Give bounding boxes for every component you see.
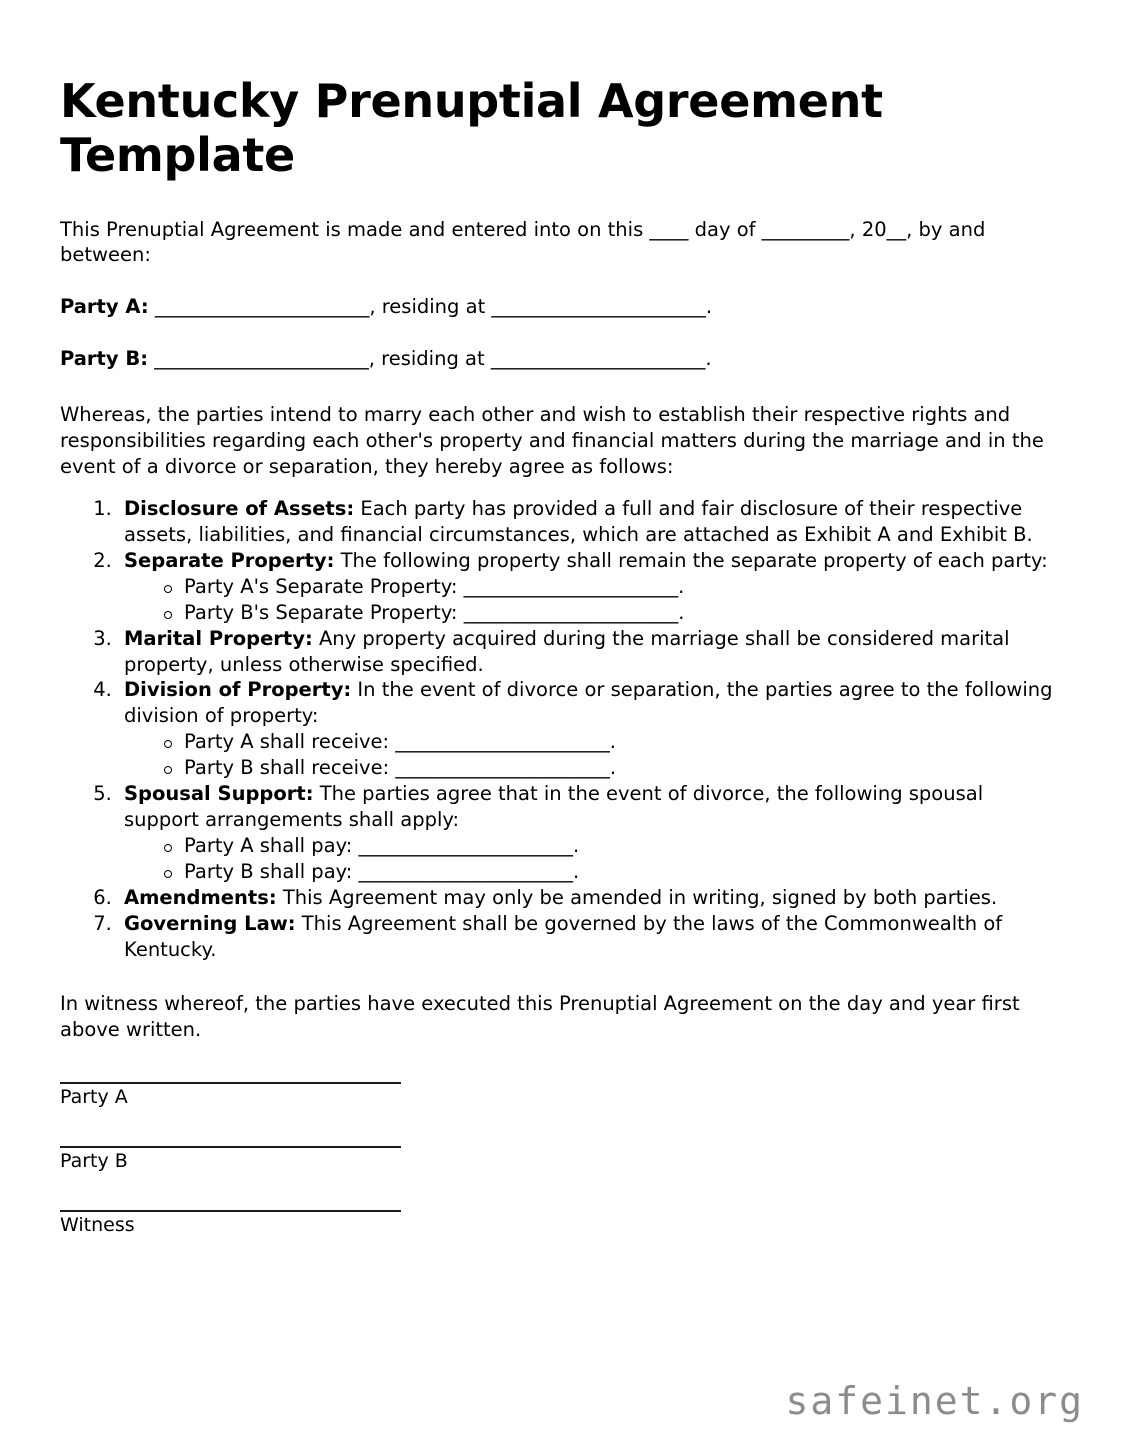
- signature-line[interactable]: [60, 1082, 401, 1084]
- site-watermark: safeinet.org: [785, 1379, 1084, 1423]
- clause-body: [124, 549, 1048, 572]
- clause-text: The parties agree that in the event of divorce, the following spousal support arrangements shall apply:: [124, 782, 984, 832]
- signature-label: Party B: [60, 1150, 128, 1173]
- clause-item: [118, 496, 1062, 548]
- clause-label: Governing Law:: [124, 911, 296, 935]
- clause-subitem-list: [124, 729, 1062, 781]
- signature-label: Witness: [60, 1213, 135, 1236]
- clause-text: Each party has provided a full and fair disclosure of their respective assets, liabilities, and financial circumstances, which are attached as Exhibit A and Exhibit B.: [124, 496, 1033, 546]
- clause-label: Amendments:: [124, 885, 277, 909]
- clause-label: Division of Property:: [124, 678, 352, 702]
- party-a-blanks: ______________________, residing at ______________________.: [148, 295, 713, 319]
- intro-paragraph: This Prenuptial Agreement is made and entered into on this ____ day of _________, 20__, by and between:: [60, 217, 986, 267]
- clause-subitem: Party B shall pay: ______________________.: [162, 859, 1062, 885]
- clause-item: [118, 781, 1062, 885]
- party-a-label: Party A:: [60, 295, 149, 319]
- clause-text: This Agreement may only be amended in writing, signed by both parties.: [276, 885, 998, 909]
- clause-item: [118, 626, 1062, 678]
- clause-label: Disclosure of Assets:: [124, 496, 355, 520]
- clause-subitem: Party A shall receive: ______________________.: [162, 729, 1062, 755]
- clause-body: [124, 678, 1053, 727]
- signature-group: [60, 1146, 1062, 1174]
- whereas-paragraph: Whereas, the parties intend to marry each other and wish to establish their respective rights and responsibilities regarding each other's property and financial matters during the marriage and in the event of a divorce or separation, they hereby agree as follows:: [60, 403, 1044, 479]
- clause-subitem-list: [124, 833, 1062, 885]
- clause-item: [118, 885, 1062, 911]
- clause-subitem: Party B shall receive: ______________________.: [162, 755, 1062, 781]
- clause-label: Spousal Support:: [124, 782, 314, 806]
- clause-text: The following property shall remain the separate property of each party:: [334, 548, 1048, 572]
- signature-block: [60, 1082, 1062, 1237]
- clause-text: This Agreement shall be governed by the laws of the Commonwealth of Kentucky.: [124, 911, 1003, 961]
- clause-body: [124, 497, 1033, 546]
- clause-body: [124, 912, 1002, 961]
- clause-subitem: Party A's Separate Property: ______________________.: [162, 574, 1062, 600]
- clause-subitem-list: [124, 574, 1062, 626]
- clause-body: [124, 886, 997, 909]
- clause-label: Separate Property:: [124, 548, 335, 572]
- clause-item: [118, 548, 1062, 626]
- signature-group: [60, 1082, 1062, 1110]
- clause-subitem: Party A shall pay: ______________________.: [162, 833, 1062, 859]
- party-b-line: [60, 346, 1062, 372]
- clause-label: Marital Property:: [124, 626, 313, 650]
- party-b-label: Party B:: [60, 347, 149, 371]
- signature-line[interactable]: [60, 1210, 401, 1212]
- clause-text: In the event of divorce or separation, the parties agree to the following division of property:: [124, 678, 1053, 728]
- signature-line[interactable]: [60, 1146, 401, 1148]
- clause-body: [124, 627, 1010, 676]
- page-title: Kentucky Prenuptial Agreement Template: [60, 74, 883, 183]
- clause-text: Any property acquired during the marriage shall be considered marital property, unless otherwise specified.: [124, 626, 1010, 676]
- closing-paragraph: In witness whereof, the parties have executed this Prenuptial Agreement on the day and year first above written.: [60, 991, 1020, 1041]
- clause-body: [124, 782, 983, 831]
- party-b-blanks: ______________________, residing at ______________________.: [148, 347, 712, 371]
- party-a-line: [60, 294, 1062, 320]
- clause-subitem: Party B's Separate Property: ______________________.: [162, 600, 1062, 626]
- clause-item: [118, 911, 1062, 963]
- signature-group: [60, 1210, 1062, 1238]
- signature-label: Party A: [60, 1086, 128, 1109]
- clause-list: [60, 496, 1062, 963]
- clause-item: [118, 677, 1062, 781]
